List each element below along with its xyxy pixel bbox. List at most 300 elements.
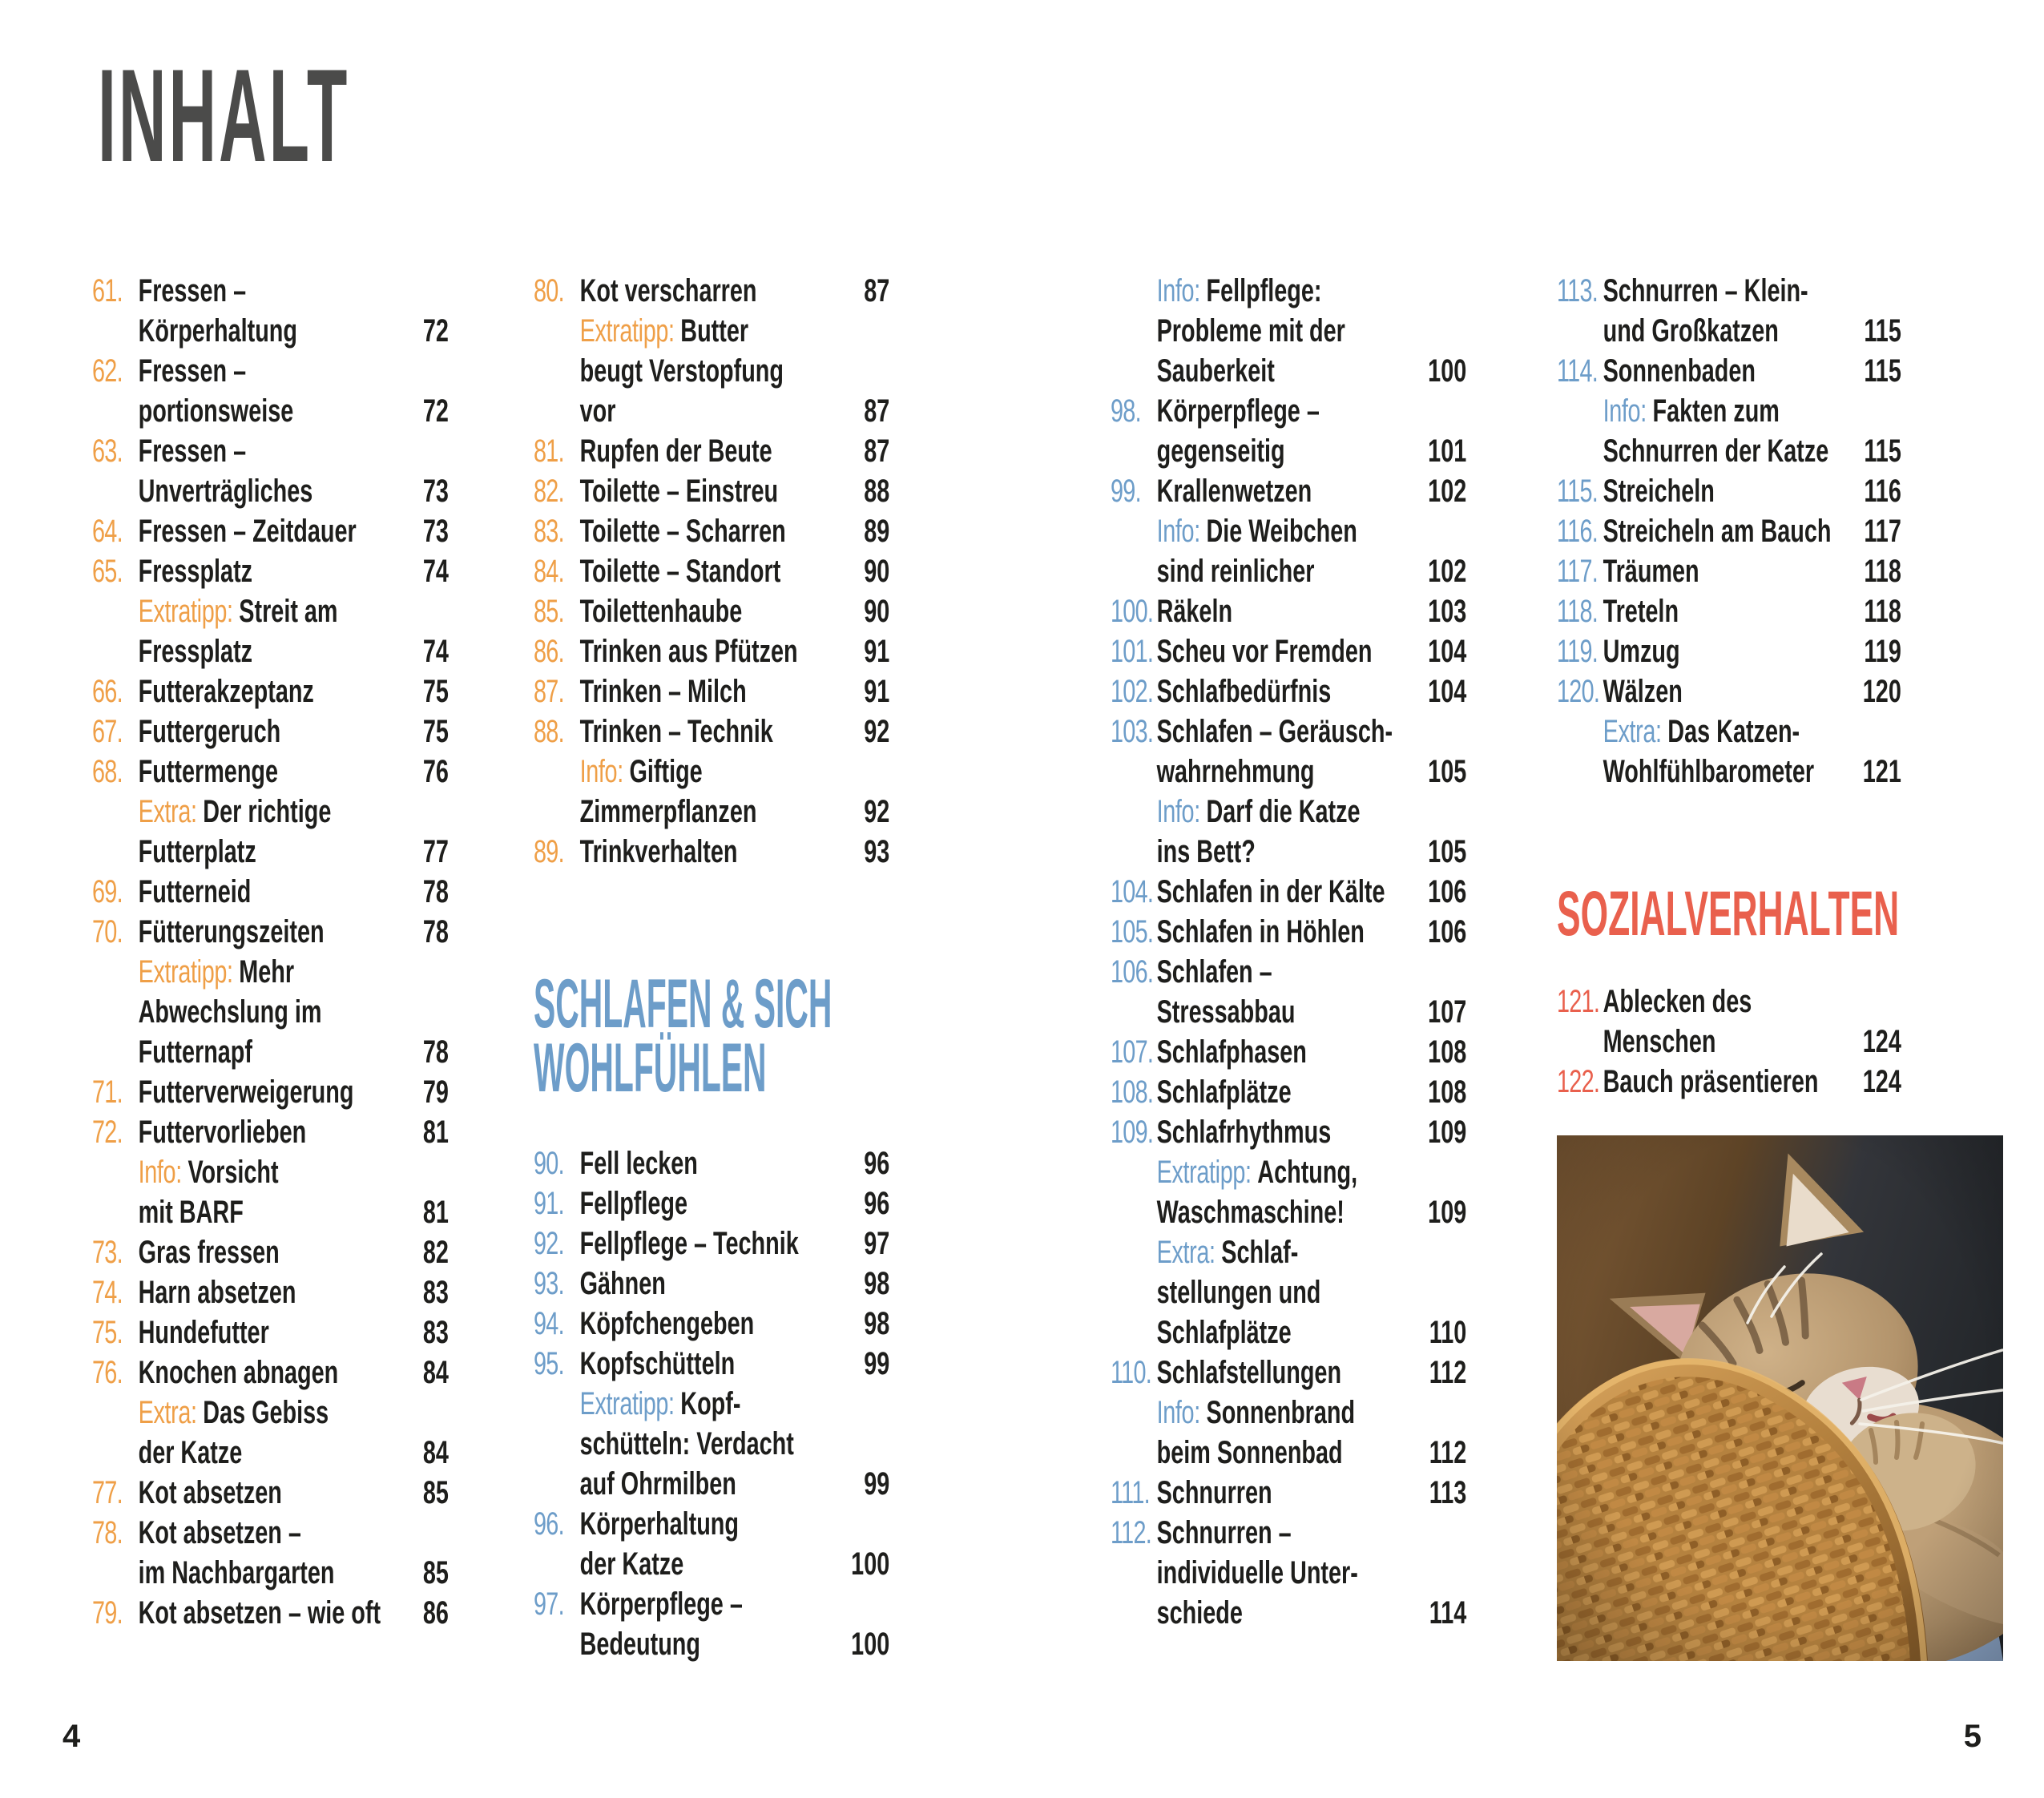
entry-text: Kot absetzen — [138, 1475, 282, 1510]
entry-text: Abwechslung im — [138, 994, 322, 1030]
entry-label: Info: — [1156, 514, 1207, 549]
entry-number: 79. — [92, 1595, 123, 1631]
toc-entry — [1557, 982, 1901, 1062]
page-number-right: 5 — [1963, 1719, 1982, 1754]
toc-entry — [534, 1143, 889, 1183]
toc-entry — [1111, 1112, 1466, 1152]
entry-page-number: 87 — [864, 393, 890, 429]
toc-entry — [92, 1072, 449, 1112]
toc-entry — [1111, 872, 1466, 912]
entry-number: 93. — [534, 1266, 564, 1301]
entry-page-number: 124 — [1862, 1024, 1901, 1059]
toc-entry — [92, 912, 449, 952]
toc-entry — [1557, 1062, 1901, 1102]
toc-entry — [1111, 952, 1466, 1032]
entry-page-number: 78 — [422, 874, 449, 909]
entry-number: 91. — [534, 1186, 564, 1221]
entry-page-number: 91 — [864, 634, 890, 669]
toc-entry — [1557, 351, 1901, 391]
entry-page-number: 78 — [422, 1034, 449, 1070]
entry-number: 72. — [92, 1115, 123, 1150]
entry-number: 97. — [534, 1586, 564, 1622]
toc-entry — [534, 271, 889, 311]
toc-column-2 — [534, 271, 889, 1664]
toc-extra-entry — [1111, 1393, 1466, 1473]
entry-text: Sonnenbaden — [1603, 353, 1756, 389]
entry-page-number: 100 — [1428, 353, 1467, 389]
toc-entry — [1557, 271, 1901, 351]
toc-extra-entry — [534, 1384, 889, 1504]
entry-text: Zimmerpflanzen — [579, 794, 757, 829]
entry-number: 64. — [92, 514, 123, 549]
entry-number: 99. — [1111, 474, 1141, 509]
entry-number: 82. — [534, 474, 564, 509]
entry-page-number: 121 — [1862, 754, 1901, 789]
toc-extra-entry — [92, 1393, 449, 1473]
entry-text: Schlafen – — [1156, 954, 1272, 990]
entry-text: Probleme mit der — [1156, 313, 1345, 349]
entry-number: 68. — [92, 754, 123, 789]
entry-label: Info: — [1156, 794, 1207, 829]
entry-number: 116. — [1557, 514, 1599, 549]
entry-text: Toilette – Standort — [579, 554, 781, 589]
entry-label: Extra: — [138, 1395, 204, 1430]
toc-entry — [92, 551, 449, 591]
entry-page-number: 84 — [422, 1435, 449, 1470]
entry-text: Futtermenge — [138, 754, 279, 789]
entry-text: Scheu vor Fremden — [1156, 634, 1373, 669]
entry-text: mit BARF — [138, 1195, 244, 1230]
entry-text: Körperhaltung — [138, 313, 297, 349]
toc-extra-entry — [92, 1152, 449, 1232]
toc-entry-group — [1557, 982, 1901, 1102]
entry-text: Fressplatz — [138, 554, 253, 589]
entry-label: Info: — [1156, 1395, 1207, 1430]
entry-page-number: 113 — [1429, 1475, 1467, 1510]
toc-entry — [1111, 1032, 1466, 1072]
entry-number: 73. — [92, 1235, 123, 1270]
entry-label: Extratipp: — [138, 594, 240, 629]
entry-text: Info: Sonnenbrand — [1156, 1395, 1356, 1430]
entry-text: Köpfchengeben — [579, 1306, 755, 1341]
entry-text: Futterneid — [138, 874, 252, 909]
entry-number: 122. — [1557, 1064, 1600, 1099]
entry-page-number: 96 — [864, 1146, 890, 1181]
entry-label: Extra: — [1603, 714, 1668, 749]
entry-page-number: 102 — [1428, 474, 1467, 509]
toc-entry — [1111, 631, 1466, 671]
toc-entry — [1111, 912, 1466, 952]
entry-page-number: 120 — [1862, 674, 1901, 709]
entry-number: 103. — [1111, 714, 1154, 749]
entry-page-number: 115 — [1864, 433, 1901, 469]
entry-page-number: 96 — [864, 1186, 890, 1221]
entry-text: Rupfen der Beute — [579, 433, 772, 469]
toc-extra-entry — [1111, 511, 1466, 591]
toc-extra-entry — [1111, 1232, 1466, 1353]
entry-number: 62. — [92, 353, 123, 389]
entry-text: Krallenwetzen — [1156, 474, 1312, 509]
entry-text: Bedeutung — [579, 1627, 700, 1662]
toc-entry — [534, 1584, 889, 1664]
entry-text: Streicheln — [1603, 474, 1715, 509]
entry-page-number: 92 — [864, 794, 890, 829]
toc-entry — [92, 1593, 449, 1633]
entry-text: Extra: Schlaf- — [1156, 1235, 1299, 1270]
page-number-left: 4 — [62, 1719, 81, 1754]
entry-number: 85. — [534, 594, 564, 629]
entry-page-number: 79 — [422, 1074, 449, 1110]
entry-number: 115. — [1557, 474, 1599, 509]
entry-page-number: 119 — [1864, 634, 1901, 669]
entry-number: 71. — [92, 1074, 123, 1110]
entry-text: Wohlfühlbarometer — [1603, 754, 1815, 789]
entry-number: 92. — [534, 1226, 564, 1261]
entry-text: Fressen – — [138, 433, 247, 469]
entry-text: Extra: Der richtige — [138, 794, 332, 829]
entry-number: 77. — [92, 1475, 123, 1510]
entry-text: Menschen — [1603, 1024, 1716, 1059]
entry-page-number: 105 — [1428, 754, 1467, 789]
entry-text: Toilettenhaube — [579, 594, 743, 629]
entry-text: Kot absetzen – — [138, 1515, 301, 1550]
entry-text: Extratipp: Kopf- — [579, 1386, 741, 1421]
entry-text: Fütterungszeiten — [138, 914, 325, 949]
entry-text: Körperhaltung — [579, 1506, 739, 1542]
entry-number: 67. — [92, 714, 123, 749]
entry-text: Extratipp: Mehr — [138, 954, 295, 990]
entry-number: 90. — [534, 1146, 564, 1181]
toc-entry — [1557, 591, 1901, 631]
toc-entry — [1111, 671, 1466, 712]
entry-text: Futterplatz — [138, 834, 256, 869]
entry-number: 101. — [1111, 634, 1154, 669]
toc-entry — [1557, 551, 1901, 591]
entry-number: 88. — [534, 714, 564, 749]
toc-column-3 — [1111, 271, 1466, 1633]
entry-text: Schlafen in der Kälte — [1156, 874, 1385, 909]
entry-number: 118. — [1557, 594, 1599, 629]
entry-page-number: 81 — [422, 1115, 449, 1150]
entry-page-number: 108 — [1428, 1074, 1467, 1110]
toc-entry — [534, 471, 889, 511]
entry-text: Treteln — [1603, 594, 1679, 629]
entry-text: auf Ohrmilben — [579, 1466, 736, 1502]
entry-text: Info: Vorsicht — [138, 1155, 279, 1190]
toc-entry — [1557, 671, 1901, 712]
toc-entry — [92, 1232, 449, 1272]
entry-label: Extratipp: — [579, 313, 681, 349]
entry-text: schiede — [1156, 1595, 1243, 1631]
entry-number: 80. — [534, 273, 564, 308]
entry-page-number: 112 — [1429, 1355, 1467, 1390]
toc-entry — [534, 1183, 889, 1224]
entry-text: Umzug — [1603, 634, 1680, 669]
entry-page-number: 86 — [422, 1595, 449, 1631]
entry-text: Kopfschütteln — [579, 1346, 736, 1381]
toc-entry — [92, 1112, 449, 1152]
toc-entry — [1557, 631, 1901, 671]
entry-number: 104. — [1111, 874, 1154, 909]
toc-entry — [1111, 1473, 1466, 1513]
toc-entry — [92, 671, 449, 712]
entry-number: 112. — [1111, 1515, 1152, 1550]
entry-page-number: 78 — [422, 914, 449, 949]
section-heading: SCHLAFEN & SICH WOHLFÜHLEN — [534, 966, 833, 1107]
entry-page-number: 116 — [1864, 474, 1901, 509]
entry-label: Extra: — [1156, 1235, 1222, 1270]
entry-text: Extra: Das Katzen- — [1603, 714, 1800, 749]
entry-number: 70. — [92, 914, 123, 949]
toc-entry — [534, 1264, 889, 1304]
entry-number: 114. — [1557, 353, 1599, 389]
entry-number: 66. — [92, 674, 123, 709]
toc-entry — [1557, 471, 1901, 511]
entry-text: Schlafrhythmus — [1156, 1115, 1332, 1150]
toc-extra-entry — [1557, 712, 1901, 792]
entry-page-number: 82 — [422, 1235, 449, 1270]
entry-text: im Nachbargarten — [138, 1555, 335, 1590]
toc-entry-group — [92, 271, 449, 1633]
entry-text: der Katze — [138, 1435, 243, 1470]
entry-page-number: 99 — [864, 1466, 890, 1502]
entry-text: Schlafstellungen — [1156, 1355, 1342, 1390]
entry-text: Fressen – — [138, 273, 247, 308]
entry-text: Schlafplätze — [1156, 1074, 1292, 1110]
entry-text: beim Sonnenbad — [1156, 1435, 1343, 1470]
entry-page-number: 109 — [1428, 1195, 1467, 1230]
entry-page-number: 85 — [422, 1555, 449, 1590]
entry-page-number: 108 — [1428, 1034, 1467, 1070]
entry-text: Toilette – Scharren — [579, 514, 786, 549]
entry-text: Streicheln am Bauch — [1603, 514, 1832, 549]
toc-entry — [92, 1473, 449, 1513]
entry-text: Räkeln — [1156, 594, 1233, 629]
entry-text: sind reinlicher — [1156, 554, 1315, 589]
toc-entry — [1111, 591, 1466, 631]
entry-page-number: 115 — [1864, 353, 1901, 389]
entry-page-number: 77 — [422, 834, 449, 869]
entry-text: Körperpflege – — [1156, 393, 1320, 429]
cat-photo — [1557, 1135, 2003, 1661]
entry-page-number: 117 — [1864, 514, 1901, 549]
entry-page-number: 118 — [1864, 594, 1901, 629]
entry-page-number: 110 — [1429, 1315, 1467, 1350]
entry-number: 121. — [1557, 984, 1600, 1019]
entry-page-number: 92 — [864, 714, 890, 749]
entry-text: Fressen – — [138, 353, 247, 389]
toc-extra-entry — [1111, 1152, 1466, 1232]
toc-entry — [92, 431, 449, 511]
entry-text: Extratipp: Achtung, — [1156, 1155, 1358, 1190]
entry-page-number: 87 — [864, 433, 890, 469]
entry-text: Info: Fakten zum — [1603, 393, 1780, 429]
entry-text: Körperpflege – — [579, 1586, 743, 1622]
toc-entry — [1111, 1072, 1466, 1112]
toc-entry — [534, 1224, 889, 1264]
entry-number: 78. — [92, 1515, 123, 1550]
entry-page-number: 72 — [422, 393, 449, 429]
entry-text: Schlafbedürfnis — [1156, 674, 1332, 709]
toc-extra-entry — [1111, 271, 1466, 391]
entry-text: beugt Verstopfung — [579, 353, 784, 389]
entry-page-number: 74 — [422, 634, 449, 669]
entry-page-number: 107 — [1428, 994, 1467, 1030]
toc-extra-entry — [92, 792, 449, 872]
toc-entry-group — [534, 1143, 889, 1664]
entry-label: Extratipp: — [138, 954, 240, 990]
entry-text: Schlafplätze — [1156, 1315, 1292, 1350]
toc-entry — [534, 511, 889, 551]
entry-page-number: 93 — [864, 834, 890, 869]
entry-number: 98. — [1111, 393, 1141, 429]
entry-text: Toilette – Einstreu — [579, 474, 779, 509]
entry-text: Futterakzeptanz — [138, 674, 314, 709]
entry-number: 120. — [1557, 674, 1600, 709]
entry-number: 94. — [534, 1306, 564, 1341]
entry-number: 111. — [1111, 1475, 1150, 1510]
entry-text: Futterverweigerung — [138, 1074, 354, 1110]
entry-number: 105. — [1111, 914, 1154, 949]
toc-entry — [534, 1304, 889, 1344]
toc-extra-entry — [1557, 391, 1901, 471]
toc-extra-entry — [534, 752, 889, 832]
entry-number: 106. — [1111, 954, 1154, 990]
entry-text: stellungen und — [1156, 1275, 1321, 1310]
entry-text: Kot absetzen – wie oft — [138, 1595, 381, 1631]
entry-label: Extratipp: — [1156, 1155, 1258, 1190]
entry-text: Info: Darf die Katze — [1156, 794, 1361, 829]
entry-number: 110. — [1111, 1355, 1152, 1390]
entry-text: Sauberkeit — [1156, 353, 1275, 389]
entry-page-number: 98 — [864, 1306, 890, 1341]
entry-number: 87. — [534, 674, 564, 709]
entry-text: und Großkatzen — [1603, 313, 1779, 349]
toc-extra-entry — [92, 591, 449, 671]
entry-text: Schnurren – — [1156, 1515, 1292, 1550]
toc-entry-group — [534, 271, 889, 872]
entry-text: Schnurren — [1156, 1475, 1272, 1510]
entry-number: 61. — [92, 273, 123, 308]
entry-text: Kot verscharren — [579, 273, 757, 308]
entry-text: Trinken – Milch — [579, 674, 747, 709]
entry-text: individuelle Unter- — [1156, 1555, 1358, 1590]
entry-page-number: 76 — [422, 754, 449, 789]
entry-text: wahrnehmung — [1156, 754, 1315, 789]
toc-extra-entry — [92, 952, 449, 1072]
entry-page-number: 72 — [422, 313, 449, 349]
toc-entry — [92, 511, 449, 551]
toc-entry — [534, 631, 889, 671]
entry-number: 63. — [92, 433, 123, 469]
entry-text: Trinkverhalten — [579, 834, 738, 869]
entry-page-number: 114 — [1429, 1595, 1467, 1631]
entry-text: Trinken aus Pfützen — [579, 634, 798, 669]
toc-extra-entry — [1111, 792, 1466, 872]
entry-text: Hundefutter — [138, 1315, 269, 1350]
entry-text: portionsweise — [138, 393, 294, 429]
entry-label: Info: — [579, 754, 630, 789]
entry-page-number: 73 — [422, 514, 449, 549]
entry-number: 65. — [92, 554, 123, 589]
entry-text: Ablecken des — [1603, 984, 1752, 1019]
page-title: INHALT — [98, 42, 350, 189]
section-heading: SOZIALVERHALTEN — [1557, 877, 1900, 949]
entry-text: Extratipp: Butter — [579, 313, 749, 349]
entry-page-number: 85 — [422, 1475, 449, 1510]
entry-number: 102. — [1111, 674, 1154, 709]
entry-number: 117. — [1557, 554, 1599, 589]
entry-number: 109. — [1111, 1115, 1154, 1150]
entry-text: schütteln: Verdacht — [579, 1426, 794, 1461]
toc-entry — [534, 591, 889, 631]
entry-page-number: 99 — [864, 1346, 890, 1381]
entry-number: 76. — [92, 1355, 123, 1390]
toc-entry-group — [1111, 271, 1466, 1633]
toc-entry — [92, 1513, 449, 1593]
entry-page-number: 87 — [864, 273, 890, 308]
entry-text: Fellpflege – Technik — [579, 1226, 799, 1261]
toc-entry — [1111, 391, 1466, 471]
entry-page-number: 124 — [1862, 1064, 1901, 1099]
entry-page-number: 104 — [1428, 634, 1467, 669]
toc-entry — [534, 1504, 889, 1584]
entry-page-number: 106 — [1428, 874, 1467, 909]
entry-text: Fressen – Zeitdauer — [138, 514, 357, 549]
entry-text: Fellpflege — [579, 1186, 688, 1221]
entry-number: 108. — [1111, 1074, 1154, 1110]
entry-text: gegenseitig — [1156, 433, 1285, 469]
toc-entry — [92, 872, 449, 912]
entry-page-number: 75 — [422, 674, 449, 709]
toc-entry — [534, 431, 889, 471]
entry-label: Info: — [138, 1155, 188, 1190]
entry-page-number: 103 — [1428, 594, 1467, 629]
entry-text: Bauch präsentieren — [1603, 1064, 1819, 1099]
entry-page-number: 112 — [1429, 1435, 1467, 1470]
entry-number: 86. — [534, 634, 564, 669]
toc-entry — [92, 752, 449, 792]
entry-number: 83. — [534, 514, 564, 549]
entry-text: Fell lecken — [579, 1146, 698, 1181]
entry-text: Extratipp: Streit am — [138, 594, 338, 629]
toc-entry — [534, 671, 889, 712]
entry-text: Futtergeruch — [138, 714, 281, 749]
toc-entry — [534, 832, 889, 872]
toc-entry — [92, 712, 449, 752]
entry-text: Schlafphasen — [1156, 1034, 1307, 1070]
entry-page-number: 81 — [422, 1195, 449, 1230]
entry-number: 74. — [92, 1275, 123, 1310]
entry-label: Extratipp: — [579, 1386, 681, 1421]
entry-text: Trinken – Technik — [579, 714, 773, 749]
entry-number: 89. — [534, 834, 564, 869]
entry-number: 75. — [92, 1315, 123, 1350]
entry-label: Extra: — [138, 794, 204, 829]
entry-page-number: 98 — [864, 1266, 890, 1301]
entry-page-number: 104 — [1428, 674, 1467, 709]
entry-text: Info: Die Weibchen — [1156, 514, 1357, 549]
entry-page-number: 101 — [1428, 433, 1467, 469]
entry-page-number: 90 — [864, 594, 890, 629]
entry-text: Extra: Das Gebiss — [138, 1395, 329, 1430]
entry-page-number: 109 — [1428, 1115, 1467, 1150]
entry-page-number: 118 — [1864, 554, 1901, 589]
toc-entry — [92, 351, 449, 431]
entry-text: Schnurren der Katze — [1603, 433, 1829, 469]
entry-text: Unverträgliches — [138, 474, 313, 509]
entry-text: Gras fressen — [138, 1235, 280, 1270]
